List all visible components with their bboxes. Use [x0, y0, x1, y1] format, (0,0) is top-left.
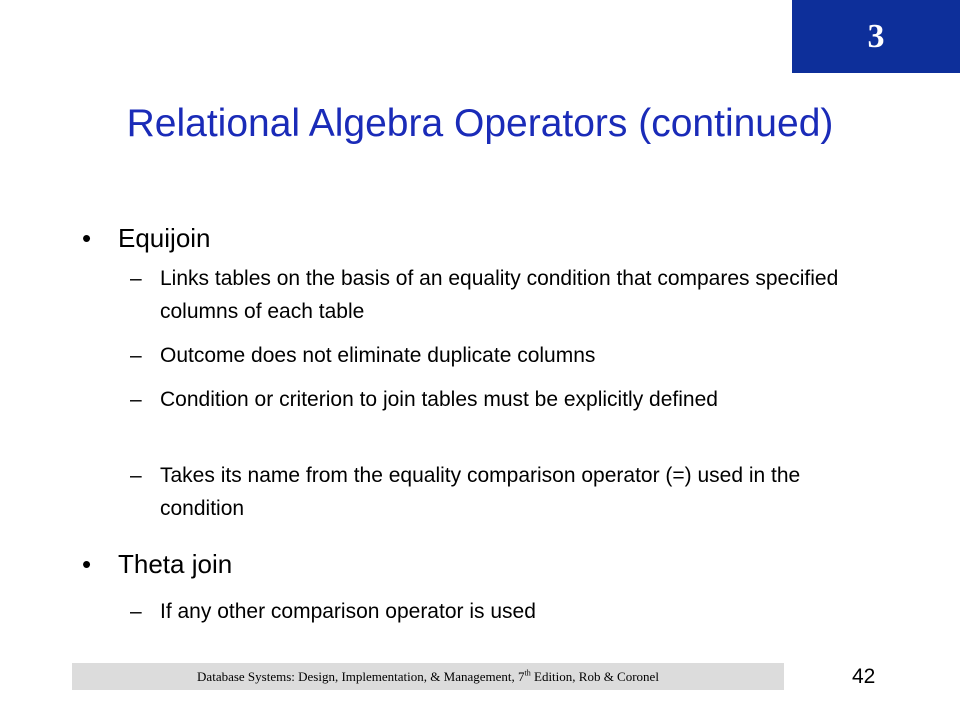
footer-superscript: th	[524, 668, 531, 678]
sub-bullet	[130, 262, 850, 328]
bullet-glyph: •	[82, 223, 92, 253]
bullet-heading: Theta join	[118, 549, 233, 579]
bullet-glyph: •	[82, 549, 92, 579]
sub-bullet-text: Condition or criterion to join tables must be explicitly defined	[160, 388, 718, 411]
chapter-number: 3	[867, 17, 885, 55]
sub-bullet-text: Outcome does not eliminate duplicate columns	[160, 344, 596, 367]
sub-bullet-text: If any other comparison operator is used	[160, 600, 536, 623]
dash-glyph: –	[130, 388, 142, 411]
page-number: 42	[852, 665, 876, 688]
dash-glyph: –	[130, 267, 142, 290]
slide-title: Relational Algebra Operators (continued)	[126, 102, 834, 145]
bullet-heading: Equijoin	[118, 223, 211, 253]
footer-text-after: Edition, Rob & Coronel	[530, 669, 659, 684]
sub-bullet	[130, 595, 850, 628]
sub-bullet	[130, 383, 850, 416]
dash-glyph: –	[130, 344, 142, 367]
sub-bullet-text: Takes its name from the equality comparison operator (=) used in the condition	[160, 464, 801, 520]
dash-glyph: –	[130, 464, 142, 487]
footer-text-before: Database Systems: Design, Implementation, & Management, 7	[197, 669, 525, 684]
sub-bullet	[130, 339, 850, 372]
sub-bullet-text: Links tables on the basis of an equality condition that compares specified columns of each table	[160, 267, 839, 323]
sub-bullet	[130, 459, 850, 525]
dash-glyph: –	[130, 600, 142, 623]
footer-citation	[72, 667, 784, 687]
